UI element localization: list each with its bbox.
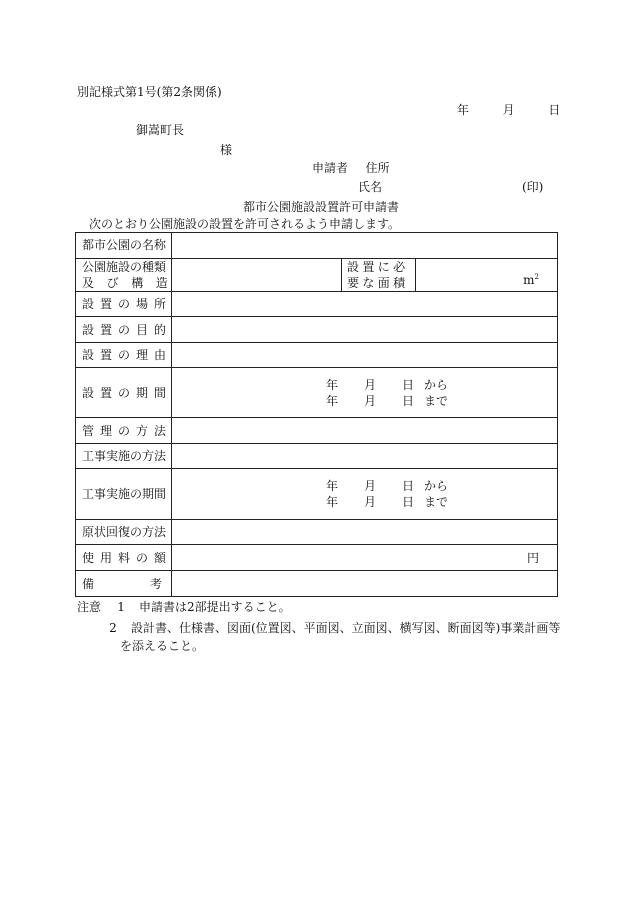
row-construction-period (76, 469, 558, 520)
label-required-area (342, 259, 416, 292)
name-label: 氏名 (358, 180, 383, 194)
field-restoration[interactable] (172, 520, 558, 545)
label-remarks-1: 備 (82, 576, 95, 591)
field-park-name[interactable] (172, 233, 558, 259)
address-label: 住所 (365, 161, 390, 175)
note-2-text: 設計書、仕様書、図面(位置図、平面図、立面図、横写図、断面図等)事業計画等 (131, 621, 561, 635)
area-unit-sup: 2 (534, 273, 540, 282)
construction-to-line (178, 494, 557, 510)
row-fee (76, 545, 558, 571)
label-facility-type-line2: 及び構造 (82, 276, 181, 291)
form-number: 別記様式第1号(第2条関係) (77, 85, 222, 99)
note-1 (77, 601, 291, 613)
label-period: 設置の期間 (76, 368, 172, 418)
construction-to-day: 日 (402, 495, 415, 510)
row-management (76, 418, 558, 444)
fee-unit: 円 (527, 550, 540, 565)
row-facility-type (76, 259, 558, 292)
field-management[interactable] (172, 418, 558, 444)
date-day: 日 (548, 103, 561, 117)
addressee: 御嵩町長 (136, 123, 185, 137)
label-purpose: 設置の目的 (76, 317, 172, 343)
construction-to-label: まで (424, 495, 449, 510)
field-required-area[interactable] (416, 259, 558, 292)
note-2-cont: を添えること。 (120, 639, 205, 653)
applicant-label: 申請者 (312, 161, 349, 175)
construction-to-year: 年 (326, 495, 339, 510)
period-to-label: まで (424, 393, 449, 408)
row-location (76, 292, 558, 317)
field-period[interactable] (172, 368, 558, 418)
row-reason (76, 343, 558, 368)
field-construction-period[interactable] (172, 469, 558, 520)
period-from-day: 日 (402, 377, 415, 392)
row-park-name (76, 233, 558, 259)
field-construction-method[interactable] (172, 444, 558, 469)
construction-from-day: 日 (402, 479, 415, 494)
row-remarks (76, 571, 558, 597)
construction-from-line (178, 478, 557, 494)
area-unit: m (523, 273, 535, 288)
document-title: 都市公園施設設置許可申請書 (243, 200, 400, 214)
label-reason: 設置の理由 (76, 343, 172, 368)
honorific: 様 (220, 143, 233, 157)
row-construction-method (76, 444, 558, 469)
row-period (76, 368, 558, 418)
field-facility-type[interactable] (172, 259, 342, 292)
period-from-label: から (424, 377, 449, 392)
period-to-day: 日 (402, 393, 415, 408)
label-remarks (76, 571, 172, 597)
label-facility-type-line1: 公園施設の種類 (82, 260, 167, 274)
note-1-num: 1 (117, 600, 125, 614)
date-year: 年 (457, 103, 470, 117)
label-facility-type (76, 259, 181, 292)
intro-text: 次のとおり公園施設の設置を許可されるよう申請します。 (89, 217, 401, 231)
application-form-table (75, 232, 558, 597)
construction-from-label: から (424, 479, 449, 494)
label-remarks-2: 考 (150, 576, 163, 591)
field-remarks[interactable] (172, 571, 558, 597)
label-location: 設置の場所 (76, 292, 172, 317)
date-month: 月 (502, 103, 515, 117)
note-1-text: 申請書は2部提出すること。 (139, 600, 291, 614)
period-to-month: 月 (364, 393, 377, 408)
field-purpose[interactable] (172, 317, 558, 343)
period-from-line (178, 377, 557, 393)
label-construction-period: 工事実施の期間 (76, 469, 172, 520)
label-required-area-line1: 設置に必 (347, 260, 409, 274)
note-label: 注意 (77, 600, 102, 614)
construction-to-month: 月 (364, 495, 377, 510)
field-location[interactable] (172, 292, 558, 317)
applicant-address-line (312, 162, 390, 174)
label-required-area-line2: 要な面積 (347, 276, 409, 291)
note-2-num: 2 (109, 621, 117, 635)
label-park-name: 都市公園の名称 (76, 233, 172, 259)
field-reason[interactable] (172, 343, 558, 368)
label-fee: 使用料の額 (76, 545, 172, 571)
row-purpose (76, 317, 558, 343)
period-to-year: 年 (326, 393, 339, 408)
period-to-line (178, 393, 557, 409)
period-from-month: 月 (364, 377, 377, 392)
label-restoration: 原状回復の方法 (76, 520, 172, 545)
note-2 (101, 622, 560, 634)
row-restoration (76, 520, 558, 545)
construction-from-month: 月 (364, 479, 377, 494)
label-construction-method: 工事実施の方法 (76, 444, 172, 469)
seal-label: (印) (522, 180, 544, 194)
field-fee[interactable] (172, 545, 558, 571)
label-management: 管理の方法 (76, 418, 172, 444)
construction-from-year: 年 (326, 479, 339, 494)
date-line (457, 104, 560, 116)
period-from-year: 年 (326, 377, 339, 392)
